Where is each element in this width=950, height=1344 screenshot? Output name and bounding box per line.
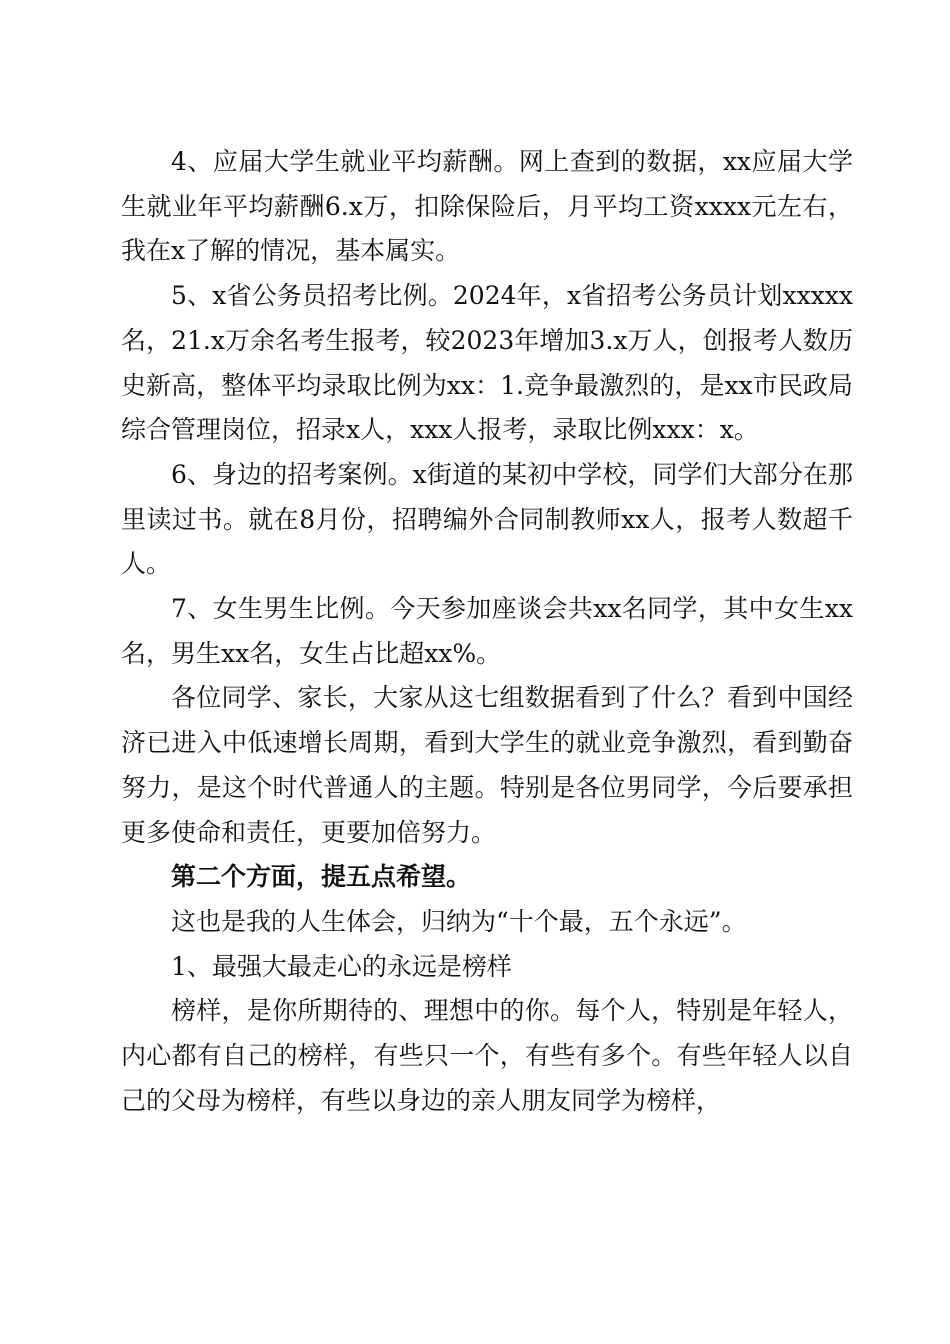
- document-page: [121, 140, 853, 1123]
- paragraph-salary: 4、应届大学生就业平均薪酬。网上查到的数据，xx应届大学生就业年平均薪酬6.x万，扣除保险后，月平均工资xxxx元左右，我在x了解的情况，基本属实。: [121, 147, 853, 266]
- subheading-role-model: 1、最强大最走心的永远是榜样: [171, 951, 512, 981]
- paragraph-summary: 各位同学、家长，大家从这七组数据看到了什么？看到中国经济已进入中低速增长周期，看到大学生的就业竞争激烈，看到勤奋努力，是这个时代普通人的主题。特别是各位男同学，今后要承担更多使命和责任，更要加倍努力。: [121, 683, 853, 847]
- paragraph-role-model: 榜样，是你所期待的、理想中的你。每个人，特别是年轻人，内心都有自己的榜样，有些只一个，有些有多个。有些年轻人以自己的父母为榜样，有些以身边的亲人朋友同学为榜样，: [121, 996, 853, 1115]
- paragraph-intro: 这也是我的人生体会，归纳为“十个最，五个永远”。: [171, 906, 747, 936]
- paragraph-civil-service-ratio: 5、x省公务员招考比例。2024年，x省招考公务员计划xxxxx名，21.x万余名考生报考，较2023年增加3.x万人，创报考人数历史新高，整体平均录取比例为xx：1.竞争最激烈的，是xx市民政局综合管理岗位，招录x人，xxx人报考，录取比例xxx：x。: [121, 281, 853, 445]
- paragraph-gender-ratio: 7、女生男生比例。今天参加座谈会共xx名同学，其中女生xx名，男生xx名，女生占比超xx%。: [121, 594, 853, 668]
- paragraph-recruitment-case: 6、身边的招考案例。x街道的某初中学校，同学们大部分在那里读过书。就在8月份，招聘编外合同制教师xx人，报考人数超千人。: [121, 459, 853, 579]
- section-heading: 第二个方面，提五点希望。: [171, 862, 472, 892]
